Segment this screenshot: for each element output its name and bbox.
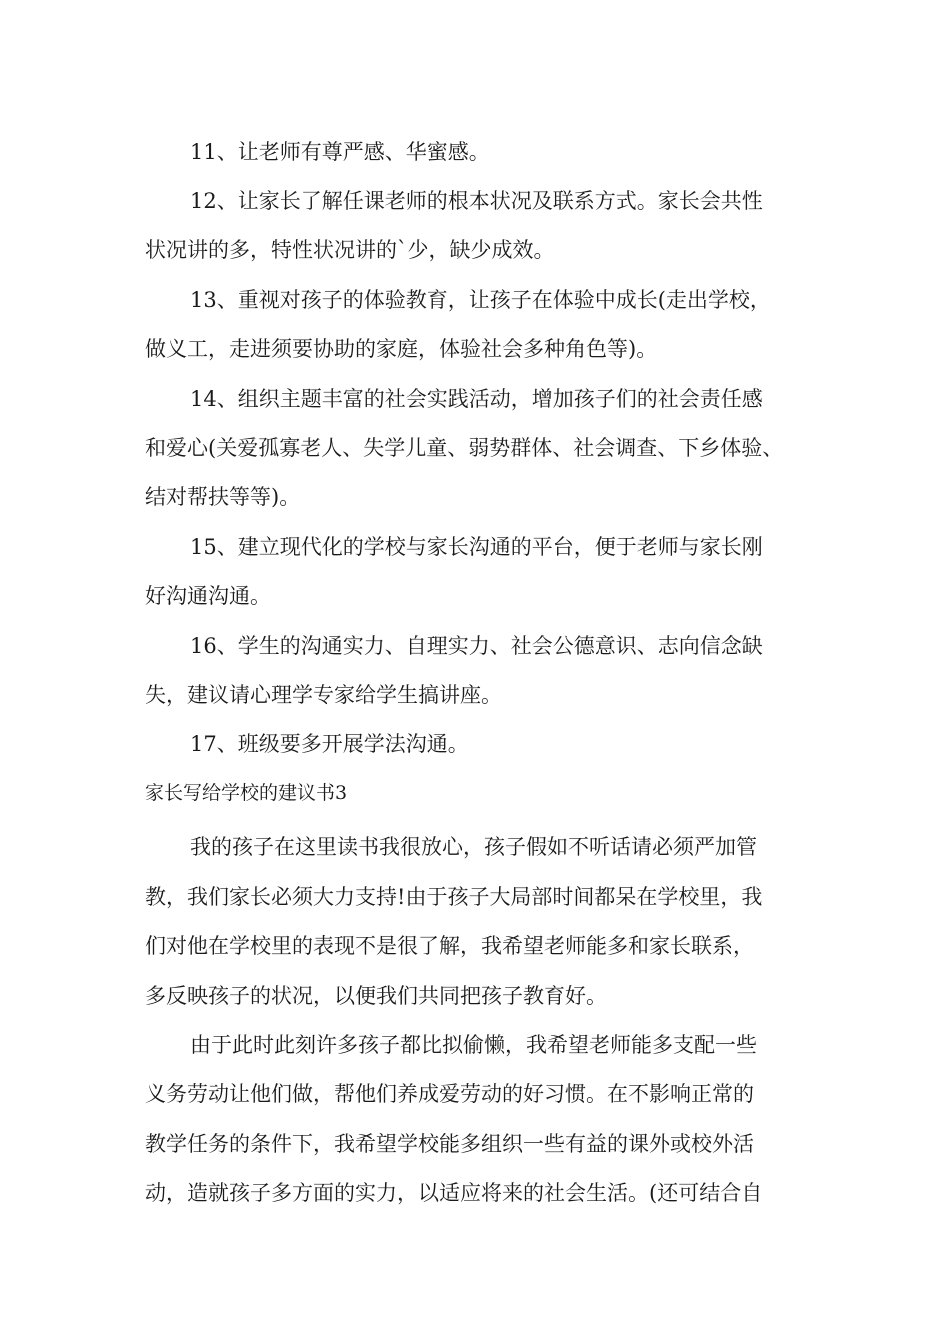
text-line: 失，建议请心理学专家给学生搞讲座。 [145, 683, 502, 707]
text-line: 状况讲的多，特性状况讲的`少，缺少成效。 [145, 238, 555, 262]
text-line: 由于此时此刻许多孩子都比拟偷懒，我希望老师能多支配一些 [190, 1033, 757, 1057]
text-line: 义务劳动让他们做，帮他们养成爱劳动的好习惯。在不影响正常的 [145, 1082, 754, 1106]
text-line: 好沟通沟通。 [145, 584, 271, 608]
text-line: 们对他在学校里的表现不是很了解，我希望老师能多和家长联系， [145, 934, 754, 958]
text-line: 15、建立现代化的学校与家长沟通的平台，便于老师与家长刚 [190, 535, 763, 559]
text-line: 结对帮扶等等)。 [145, 485, 301, 509]
text-line: 14、组织主题丰富的社会实践活动，增加孩子们的社会责任感 [190, 387, 763, 411]
text-line: 17、班级要多开展学法沟通。 [190, 732, 469, 756]
text-line: 16、学生的沟通实力、自理实力、社会公德意识、志向信念缺 [190, 634, 763, 658]
text-line: 做义工，走进须要协助的家庭，体验社会多种角色等)。 [145, 337, 658, 361]
text-line: 多反映孩子的状况，以便我们共同把孩子教育好。 [145, 984, 607, 1008]
text-line: 我的孩子在这里读书我很放心，孩子假如不听话请必须严加管 [190, 835, 757, 859]
text-line: 和爱心(关爱孤寡老人、失学儿童、弱势群体、社会调查、下乡体验、 [145, 436, 784, 460]
text-line: 12、让家长了解任课老师的根本状况及联系方式。家长会共性 [190, 189, 763, 213]
text-line: 动，造就孩子多方面的实力，以适应将来的社会生活。(还可结合自 [145, 1181, 763, 1205]
text-line: 13、重视对孩子的体验教育，让孩子在体验中成长(走出学校， [190, 288, 771, 312]
text-line: 教学任务的条件下，我希望学校能多组织一些有益的课外或校外活 [145, 1132, 754, 1156]
text-line: 11、让老师有尊严感、华蜜感。 [190, 140, 490, 164]
section-heading: 家长写给学校的建议书3 [145, 782, 348, 804]
text-line: 教，我们家长必须大力支持!由于孩子大局部时间都呆在学校里，我 [145, 885, 763, 909]
